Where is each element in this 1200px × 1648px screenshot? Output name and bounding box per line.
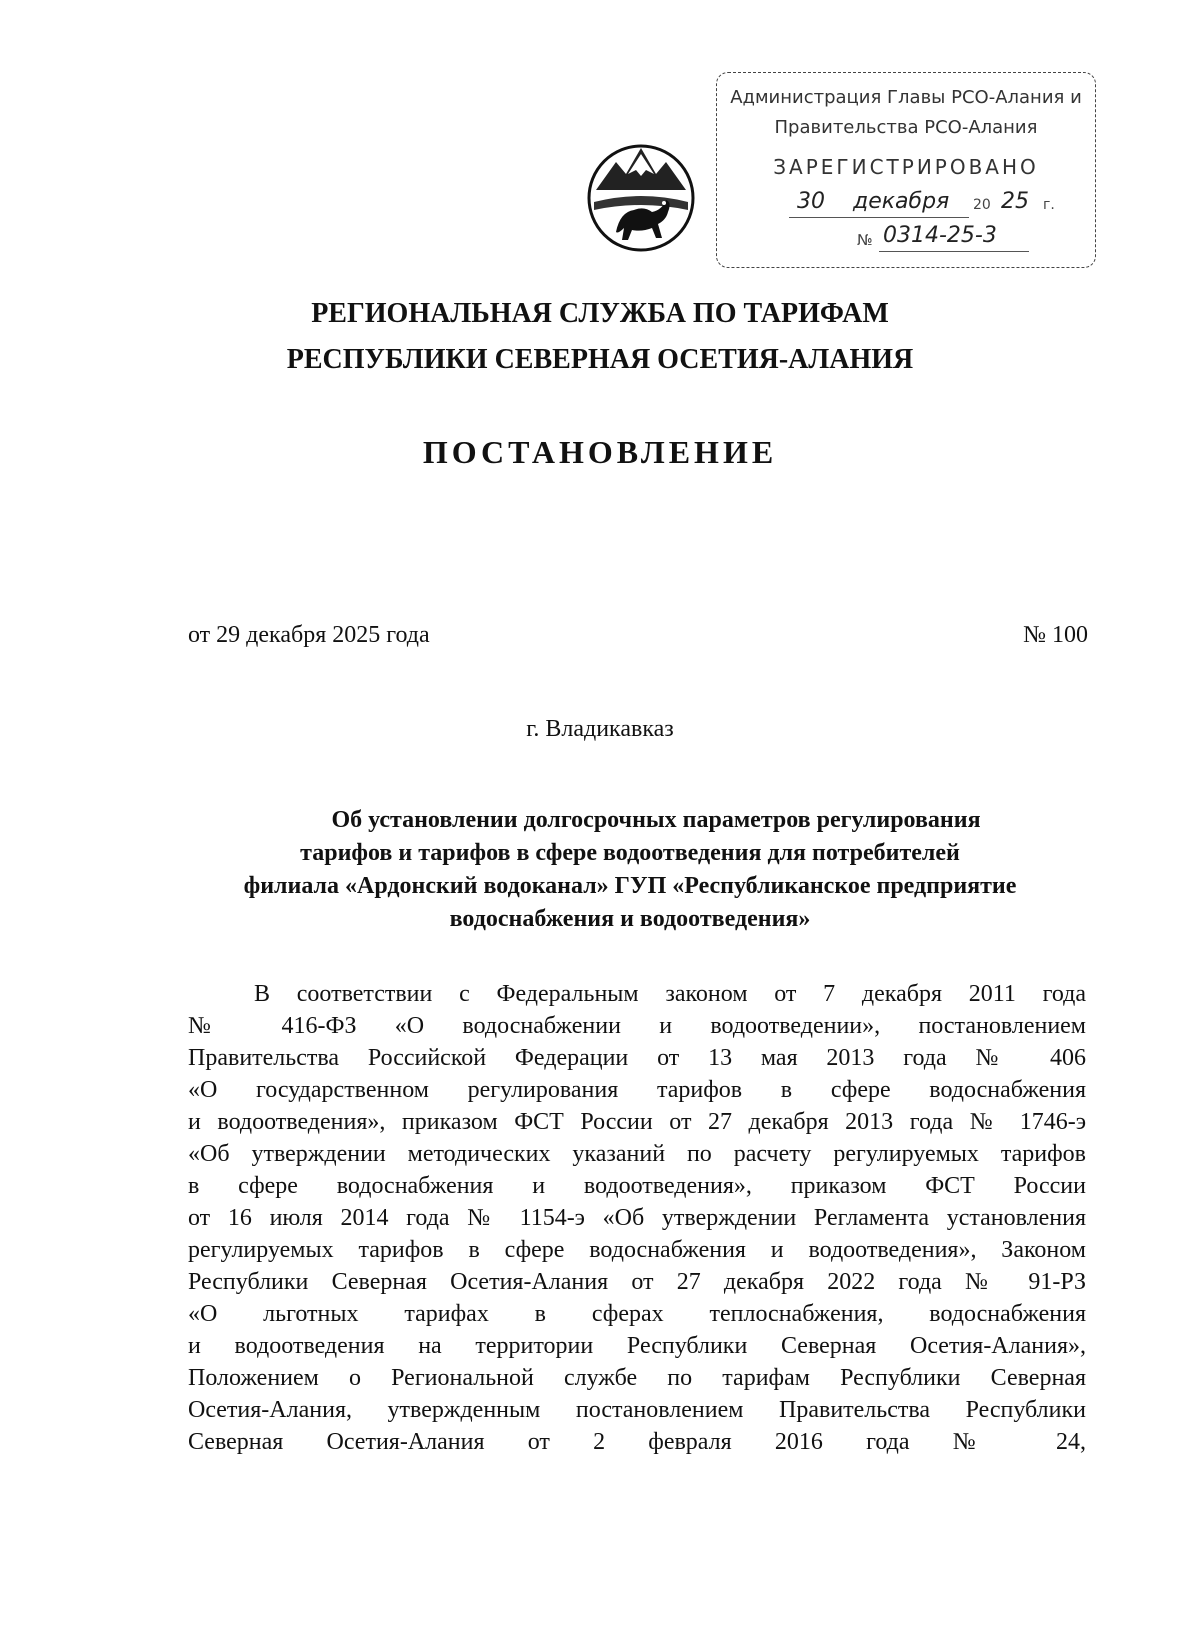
stamp-number-sign: № <box>857 231 873 249</box>
document-subject <box>180 804 1080 936</box>
stamp-date-year-suffix: г. <box>1043 197 1055 213</box>
subject-line: Об установлении долгосрочных параметров регулирования <box>331 807 981 833</box>
body-line: Положением о Региональной службе по тарифам Республики Северная <box>188 1365 1086 1391</box>
body-line: Северная Осетия-Алания от 2 февраля 2016 года № 24, <box>188 1429 1086 1455</box>
document-type-title: ПОСТАНОВЛЕНИЕ <box>422 434 778 470</box>
body-line: Республики Северная Осетия-Алания от 27 декабря 2022 года № 91-РЗ <box>188 1269 1086 1295</box>
body-line: «О государственном регулирования тарифов в сфере водоснабжения <box>188 1077 1086 1103</box>
body-line: и водоотведения на территории Республики Северная Осетия-Алания», <box>188 1333 1086 1359</box>
organization-name-line-2: РЕСПУБЛИКИ СЕВЕРНАЯ ОСЕТИЯ-АЛАНИЯ <box>286 344 914 375</box>
body-line: регулируемых тарифов в сфере водоснабжения и водоотведения», Законом <box>188 1237 1086 1263</box>
body-line: «О льготных тарифах в сферах теплоснабжения, водоснабжения <box>188 1301 1086 1327</box>
stamp-date-year-prefix: 20 <box>973 197 991 213</box>
stamp-government-line: Правительства РСО-Алания <box>774 117 1038 138</box>
stamp-date <box>777 189 1075 223</box>
stamp-number-value: 0314-25-3 <box>883 223 997 248</box>
registration-stamp <box>716 72 1096 268</box>
stamp-date-day: 30 <box>797 189 825 214</box>
stamp-number-underline <box>879 251 1029 252</box>
coat-of-arms-emblem <box>586 140 696 255</box>
stamp-number <box>857 223 1075 257</box>
stamp-registered-label: ЗАРЕГИСТРИРОВАНО <box>773 155 1039 179</box>
body-line: в сфере водоснабжения и водоотведения», приказом ФСТ России <box>188 1173 1086 1199</box>
subject-line: водоснабжения и водоотведения» <box>449 906 811 932</box>
document-date: от 29 декабря 2025 года <box>188 622 430 648</box>
document-body <box>188 978 1086 1458</box>
stamp-date-underline <box>789 217 969 218</box>
body-line: № 416-ФЗ «О водоснабжении и водоотведении», постановлением <box>188 1013 1086 1039</box>
document-city: г. Владикавказ <box>526 716 674 742</box>
body-line: Правительства Российской Федерации от 13 мая 2013 года № 406 <box>188 1045 1086 1071</box>
document-number: № 100 <box>1023 622 1088 648</box>
stamp-date-year: 25 <box>1001 189 1029 214</box>
body-line: от 16 июля 2014 года № 1154-э «Об утверждении Регламента установления <box>188 1205 1086 1231</box>
organization-name-line-1: РЕГИОНАЛЬНАЯ СЛУЖБА ПО ТАРИФАМ <box>311 298 889 329</box>
body-line: Осетия-Алания, утвержденным постановлением Правительства Республики <box>188 1397 1086 1423</box>
subject-line: тарифов и тарифов в сфере водоотведения для потребителей <box>300 840 960 866</box>
stamp-authority-line: Администрация Главы РСО-Алания и <box>730 87 1082 108</box>
stamp-date-month: декабря <box>853 189 950 214</box>
body-line: В соответствии с Федеральным законом от 7 декабря 2011 года <box>254 981 1086 1007</box>
body-line: «Об утверждении методических указаний по расчету регулируемых тарифов <box>188 1141 1086 1167</box>
body-line: и водоотведения», приказом ФСТ России от 27 декабря 2013 года № 1746-э <box>188 1109 1086 1135</box>
subject-line: филиала «Ардонский водоканал» ГУП «Республиканское предприятие <box>243 873 1017 899</box>
